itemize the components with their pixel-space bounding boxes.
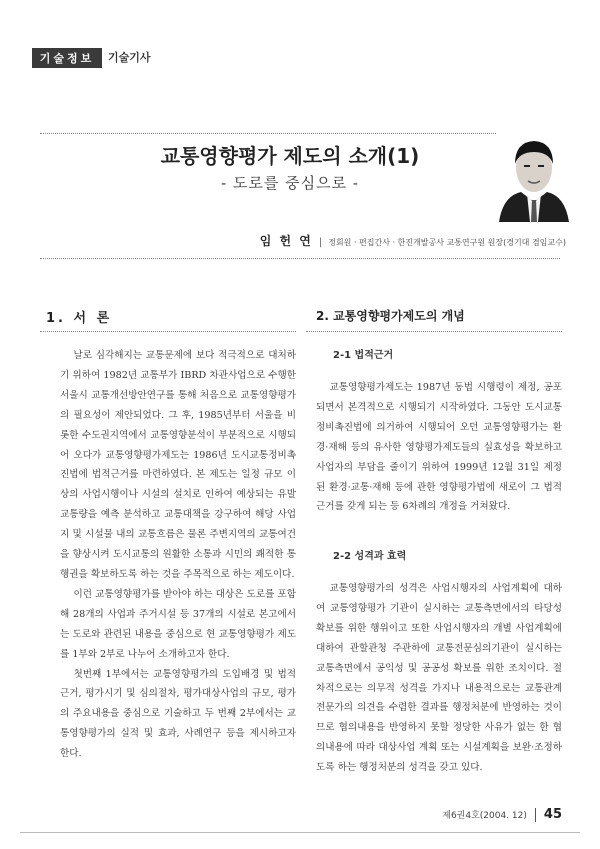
subsection-body-2-1 <box>316 378 562 517</box>
section2-heading: 2. 교통영향평가제도의 개념 <box>316 309 465 323</box>
article-title: 교통영향평가 제도의 소개(1) <box>160 144 420 168</box>
author-divider <box>40 258 560 259</box>
author-name: 임 헌 연 <box>259 234 313 248</box>
page-footer <box>442 807 562 822</box>
section1-heading: 1. 서 론 <box>46 311 113 326</box>
author-separator: | <box>318 237 323 248</box>
section1-paragraph: 이런 교통영향평가를 받아야 하는 대상은 도로를 포함해 28개의 사업과 주거시설 등 37개의 시설로 본고에서는 도로와 관련된 내용을 중심으로 현 교통영향평가 제도를 1부와 2부로 나누어 소개하고자 한다. <box>60 588 296 660</box>
section-tag: 기술정보 <box>32 48 102 68</box>
section1-paragraph: 첫번째 1부에서는 교통영향평가의 도입배경 및 법적근거, 평가시기 및 심의절차, 평가대상사업의 규모, 평가의 주요내용을 중심으로 기술하고 두 번째 2부에서는 교통영향평가의 실적 및 효과, 사례연구 등을 제시하고자 한다. <box>60 668 296 760</box>
section1-body <box>60 346 296 764</box>
author-photo <box>497 130 571 222</box>
subsection-heading-2-2: 2-2 성격과 효력 <box>333 551 407 562</box>
footer-rule <box>20 832 580 833</box>
author-line <box>260 232 566 249</box>
footer-separator <box>535 808 536 822</box>
subsection-body-2-2 <box>316 579 562 778</box>
issue-info: 제6권4호(2004. 12) <box>442 811 527 821</box>
author-affiliation: 정회원 · 편집간사 · 한진개발공사 교통연구원 원장(경기대 겸임교수) <box>328 238 566 247</box>
top-divider <box>40 133 560 134</box>
section-label: 기술기사 <box>108 51 151 64</box>
page-number: 45 <box>543 807 562 822</box>
section1-paragraph: 날로 심각해지는 교통문제에 보다 적극적으로 대처하기 위하여 1982년 교통부가 IBRD 차관사업으로 수행한 서울시 교통개선방안연구를 통해 처음으로 교통영향평가의 필요성이 제안되었다. 그 후, 1985년부터 서울을 비롯한 수도권지역에서 교통영향분석이 부분적으로 시행되어 오다가 교통영향평가제도는 1986년 도시교통정비촉진법에 법적근거를 마련하였다. 본 제도는 일정 규모 이상의 사업시행이나 시설의 설치로 인하여 예상되는 유발교통량을 예측 분석하고 교통대책을 강구하여 해당 사업지 및 시설물 내의 교통흐름은 물론 주변지역의 교통여건을 향상시켜 도시교통의 원활한 소통과 시민의 쾌적한 통행권을 확보하도록 하는 것을 주목적으로 하는 제도이다. <box>60 350 296 580</box>
article-subtitle: - 도로를 중심으로 - <box>221 174 359 192</box>
subsection-paragraph: 교통영향평가의 성격은 사업시행자의 사업계획에 대하여 교통영향평가 기관이 실시하는 교통측면에서의 타당성 확보를 위한 행위이고 또한 사업시행자의 개별 사업계획에 대하여 관할관청 주관하에 교통전문심의기관이 실시하는 교통측면에서 공익성 및 공공성 확보를 위한 조치이다. 절차적으로는 의무적 성격을 가지나 내용적으로는 교통관계 전문가의 의견을 수렴한 결과를 행정처분에 반영하는 것이므로 협의내용을 반영하지 못할 정당한 사유가 없는 한 협의내용에 따라 대상사업 계획 또는 시설계획을 보완·조정하도록 하는 행정처분의 성격을 갖고 있다. <box>316 583 562 774</box>
subsection-paragraph: 교통영향평가제도는 1987년 동법 시행령이 제정, 공포되면서 본격적으로 시행되기 시작하였다. 그동안 도시교통정비촉진법에 의거하여 시행되어 오던 교통영향평가는 환경·재해 등의 유사한 영향평가제도들의 실효성을 확보하고 사업자의 부담을 줄이기 위하여 1999년 12월 31일 제정된 환경·교통·재해 등에 관한 영향평가법에 새로이 그 법적 근거를 갖게 되는 등 6차례의 개정을 거쳐왔다. <box>316 382 562 513</box>
section1-divider <box>40 331 296 332</box>
section2-divider <box>306 331 562 332</box>
subsection-heading-2-1: 2-1 법적근거 <box>333 350 394 361</box>
